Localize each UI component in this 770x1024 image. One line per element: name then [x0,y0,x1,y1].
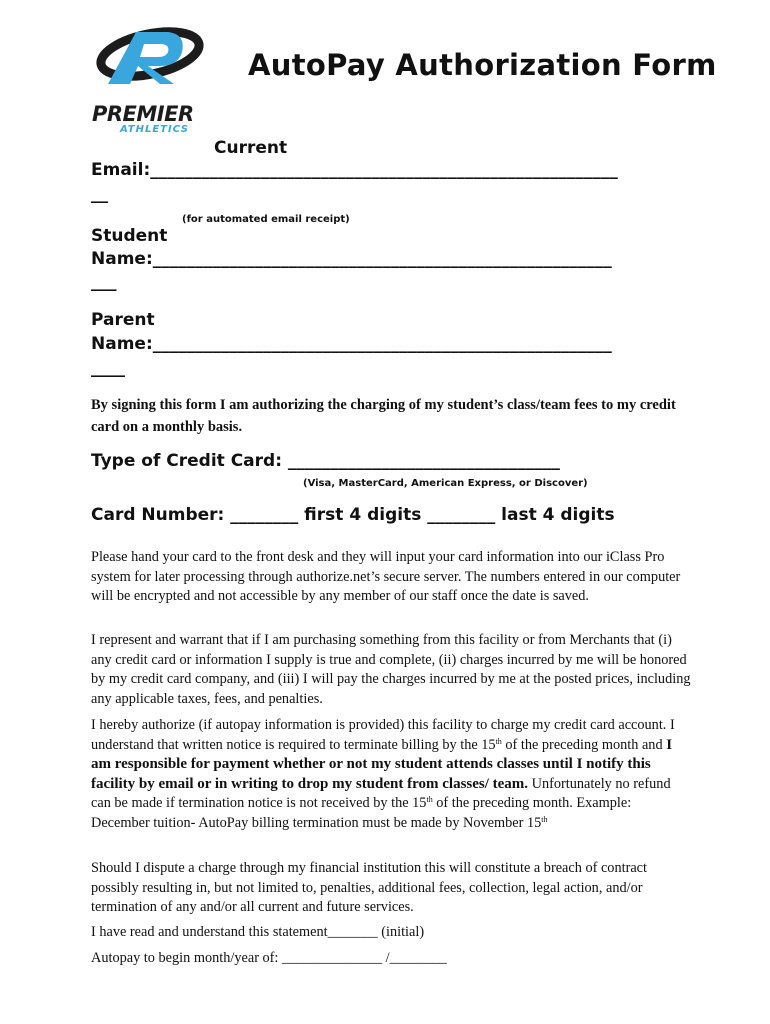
paragraph-warranty: I represent and warrant that if I am purchasing something from this facility or from Merchants that (i) any credit card or information I supply is true and complete, (ii) charges incurred by me will be honored by my credit card company, and (iii) I will pay the charges incurred by me at the posted prices, including any applicable taxes, fees, and penalties. [91,632,691,707]
logo-sub: ATHLETICS [120,124,189,135]
autopay-begin-field[interactable]: Autopay to begin month/year of: ______________ /________ [91,950,447,966]
email-prefix: Current [214,138,288,158]
premier-athletics-logo [90,22,205,137]
student-name-tail: ___ [91,272,117,292]
card-type-field[interactable]: Type of Credit Card: ________________________________ [91,451,560,471]
para3-text-c: Unfortunately no refund can be made if termination notice is not received by the 15 [91,775,671,812]
card-number-field[interactable]: Card Number: ________ first 4 digits ________ last 4 digits [91,505,615,525]
student-label: Student [91,226,168,246]
para3-text-a: I hereby authorize (if autopay information is provided) this facility to charge my credit card account. I understand that written notice is required to terminate billing by the 15 [91,717,675,753]
email-field-tail: __ [91,184,108,204]
student-name-field[interactable]: Name:______________________________________________________ [91,249,612,269]
para3-bold: I am responsible for payment whether or not my student attends classes until I notify this facility by email or in writing to drop my student from classes/ team. [91,736,673,792]
parent-name-tail: ____ [91,358,125,378]
card-type-note: (Visa, MasterCard, American Express, or Discover) [303,478,588,489]
paragraph-authorization [91,716,691,834]
email-field[interactable]: Email:_______________________________________________________ [91,160,618,180]
logo-mark-icon [90,22,205,102]
logo-name: PREMIER [92,102,194,126]
para3-text-d: of the preceding month. Example: December tuition- AutoPay billing termination must be made by November 15 [91,795,632,831]
para3-text-b: of the preceding month and [501,736,667,753]
paragraph-dispute: Should I dispute a charge through my financial institution this will constitute a breach of contract possibly resulting in, but not limited to, penalties, additional fees, collection, legal action, and/or termination of any and/or all current and future services. [91,860,647,916]
para3-sup2: th [426,795,433,805]
page-title: AutoPay Authorization Form [248,48,717,82]
parent-label: Parent [91,310,155,330]
paragraph-card-handling: Please hand your card to the front desk and they will input your card information into our iClass Pro system for later processing through authorize.net’s secure server. The numbers entered in our computer will be encrypted and not accessible by any member of our staff once the date is saved. [91,549,681,605]
email-note: (for automated email receipt) [182,214,350,225]
para3-sup3: th [541,814,548,824]
read-statement-initial[interactable]: I have read and understand this statement_______ (initial) [91,924,425,940]
parent-name-field[interactable]: Name:______________________________________________________ [91,334,612,354]
para3-sup1: th [495,736,502,746]
authorizing-statement: By signing this form I am authorizing the charging of my student’s class/team fees to my credit card on a monthly basis. [91,397,676,435]
